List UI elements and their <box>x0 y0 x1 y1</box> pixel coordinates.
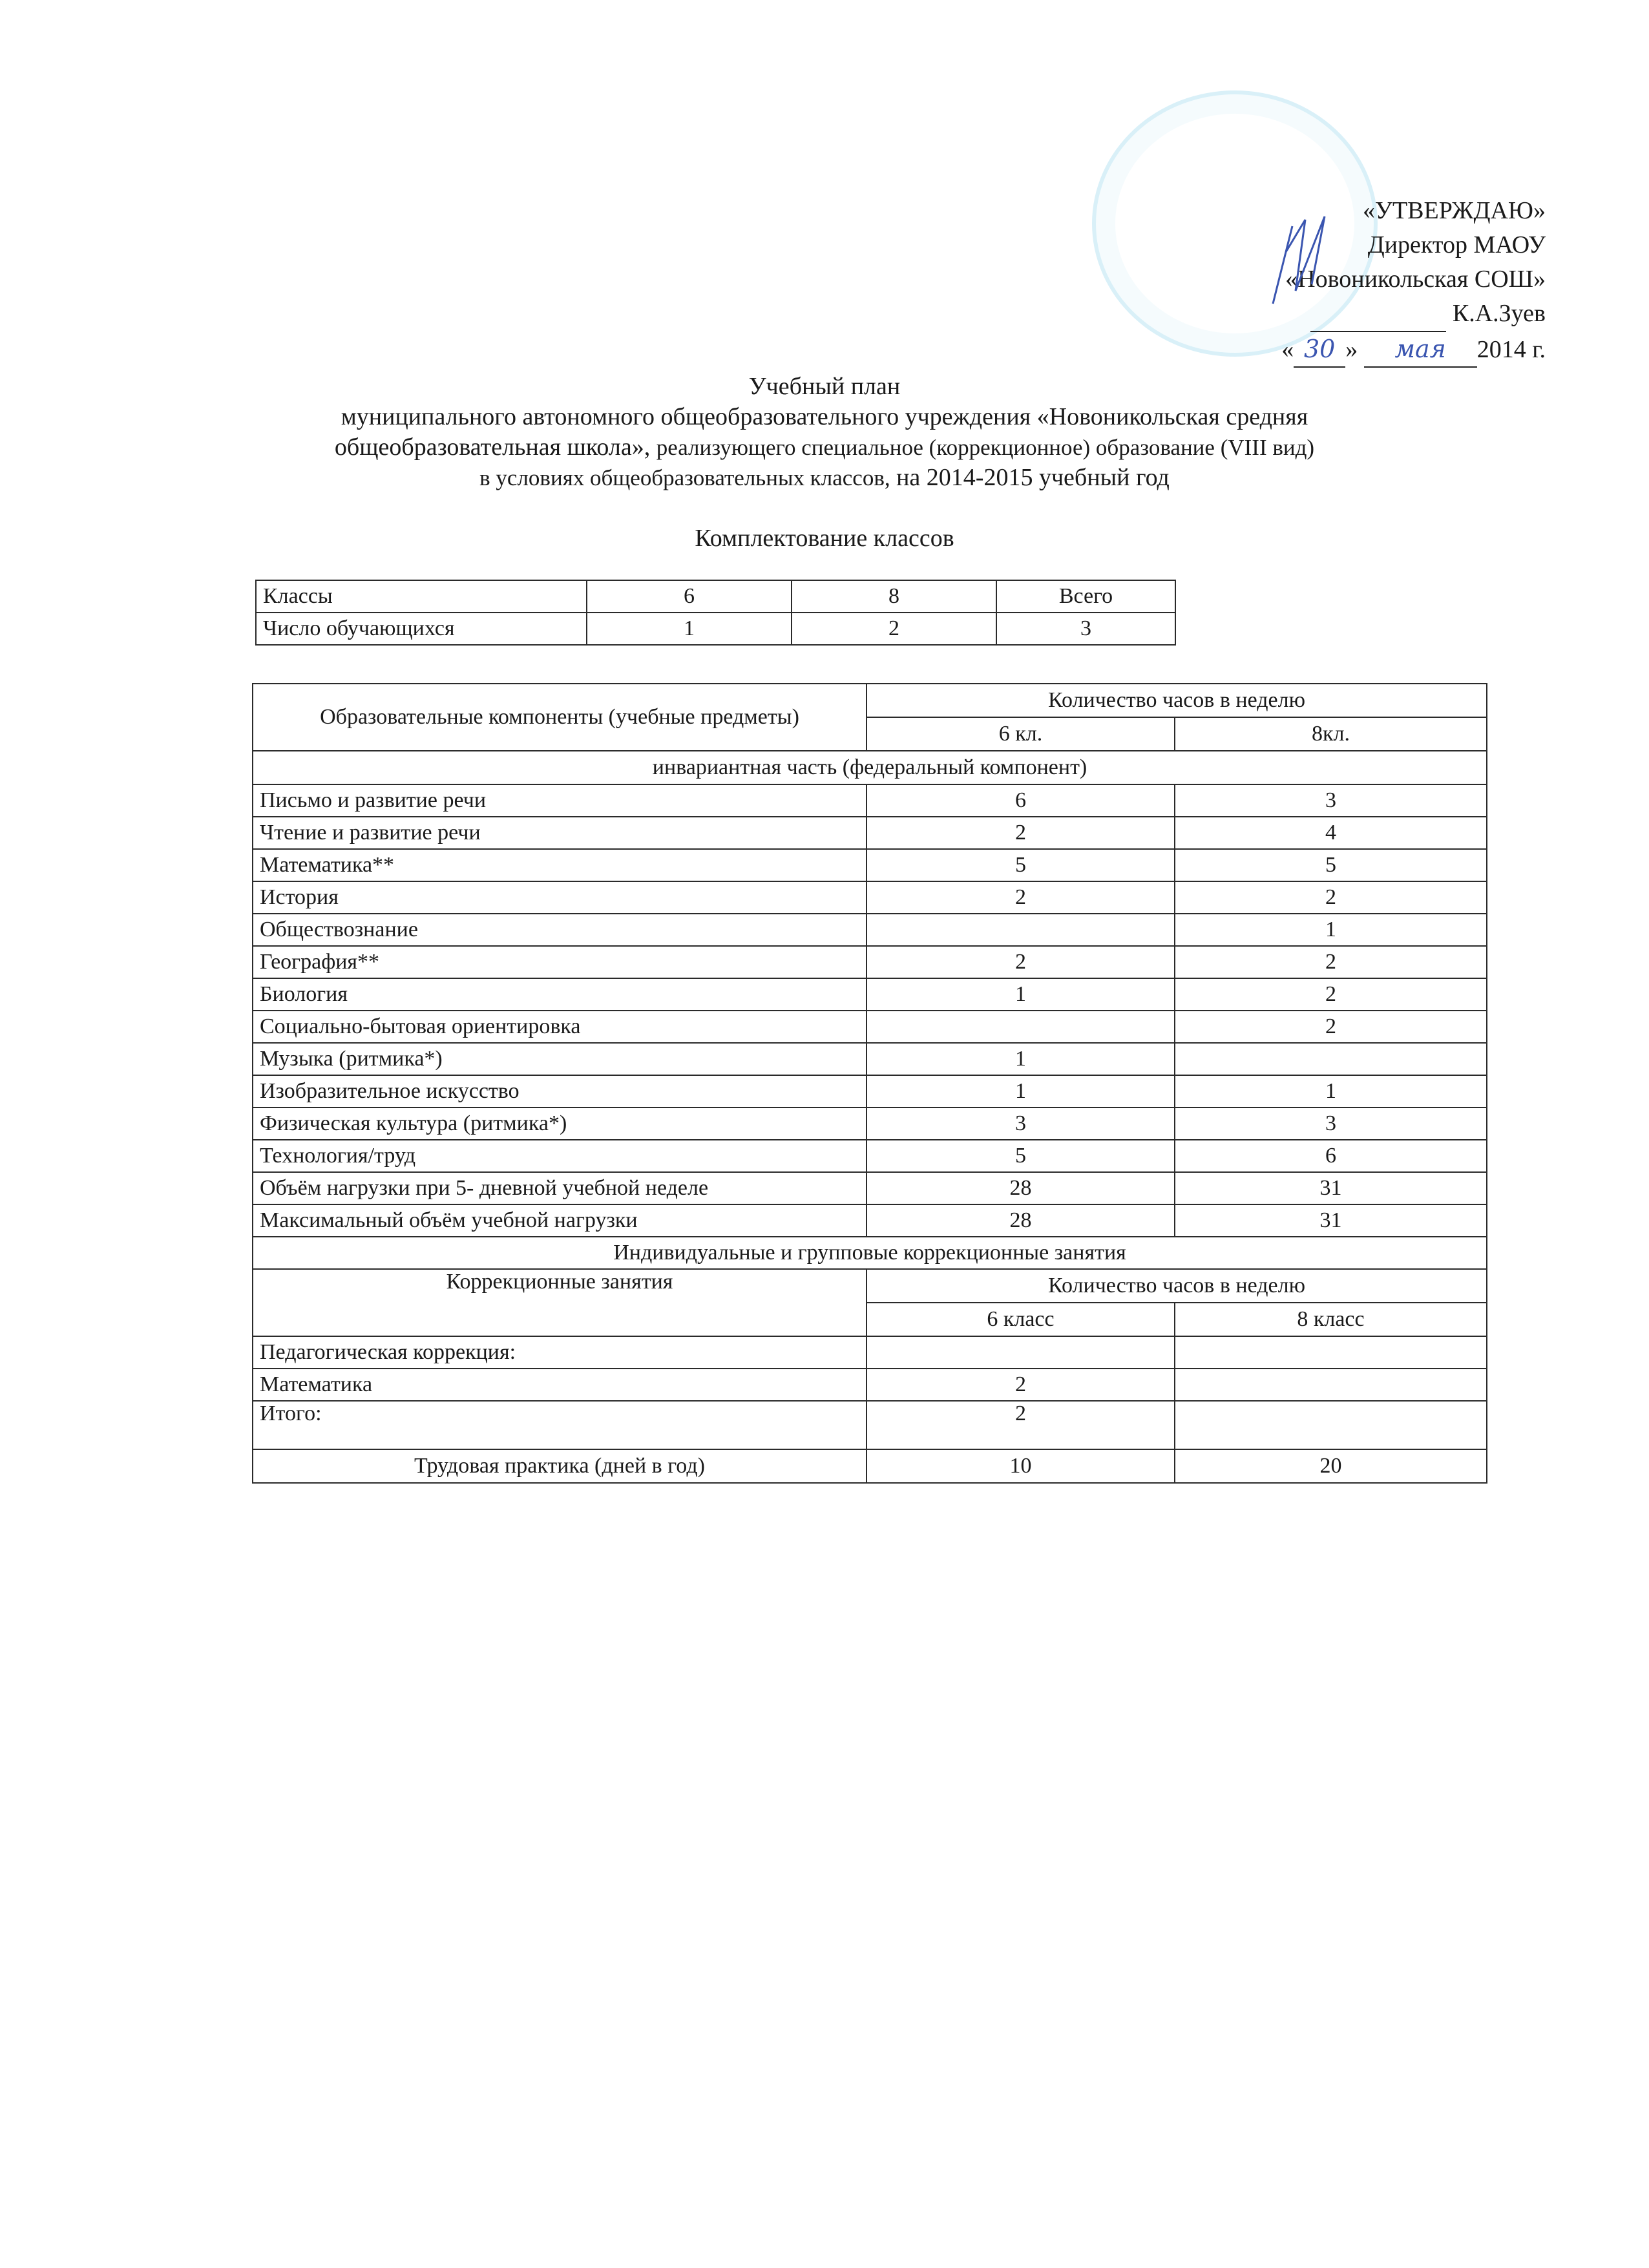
approval-block: «УТВЕРЖДАЮ» Директор МАОУ «Новоникольская СОШ» К.А.Зуев « 30 » мая 2014 г. <box>1281 194 1546 368</box>
approval-day: 30 <box>1294 332 1345 368</box>
doc-title: Учебный план <box>748 373 901 400</box>
approval-month: мая <box>1364 332 1477 368</box>
table-row: География** 2 2 <box>253 946 1487 978</box>
table-row: Максимальный объём учебной нагрузки 28 31 <box>253 1204 1487 1237</box>
classes-table: Классы 6 8 Всего Число обучающихся 1 2 3 <box>255 580 1176 646</box>
table-row: Письмо и развитие речи 6 3 <box>253 784 1487 817</box>
approval-position: Директор МАОУ <box>1367 231 1546 258</box>
table-row: Социально-бытовая ориентировка 2 <box>253 1011 1487 1043</box>
doc-line3: в условиях общеобразовательных классов, на 2014-2015 учебный год <box>479 464 1170 491</box>
plan-table: Образовательные компоненты (учебные предметы) Количество часов в неделю 6 кл. 8кл. инвариантная часть (федеральный компонент) Письмо и развитие речи 6 3 Чтение и развитие речи 2 4 Математика** 5 5 История 2 2 Обществознание 1 География** 2 2 Биология 1 2 Социально-бытовая ориентировка 2 Музыка (ритмика*) 1 Изобразительное искусство 1 1 Физическая культура (ритмика*) 3 3 Технология/труд 5 6 Объём нагрузки при 5- дневной учебной неделе 28 31 Максимальный объём учебной нагрузки 28 31 Индивидуальные и групповые коррекционные занятия Коррекционные занятия Количество часов в неделю 6 класс 8 класс Педагогическая коррекция: Математика 2 Итого: 2 Трудовая практика (дней в год) 10 20 <box>252 683 1487 1484</box>
table-row: Математика** 5 5 <box>253 849 1487 881</box>
table-row: Музыка (ритмика*) 1 <box>253 1043 1487 1075</box>
table-row: Педагогическая коррекция: <box>253 1336 1487 1369</box>
table-row: Чтение и развитие речи 2 4 <box>253 817 1487 849</box>
table-row: Изобразительное искусство 1 1 <box>253 1075 1487 1108</box>
doc-line1: муниципального автономного общеобразовательного учреждения «Новоникольская средняя <box>341 403 1308 430</box>
table-row: Трудовая практика (дней в год) 10 20 <box>253 1449 1487 1483</box>
doc-line2: общеобразовательная школа», реализующего специальное (коррекционное) образование (VIII вид) <box>334 434 1315 461</box>
table-row: История 2 2 <box>253 881 1487 914</box>
section-correction: Индивидуальные и групповые коррекционные занятия <box>253 1237 1487 1269</box>
table-row: Обществознание 1 <box>253 914 1487 946</box>
approval-year: 2014 г. <box>1476 336 1546 363</box>
approval-school: «Новоникольская СОШ» <box>1285 266 1546 293</box>
signature-icon <box>1266 213 1350 310</box>
table-row: Биология 1 2 <box>253 978 1487 1011</box>
table-row: Математика 2 <box>253 1369 1487 1401</box>
table-row: Объём нагрузки при 5- дневной учебной неделе 28 31 <box>253 1172 1487 1204</box>
approval-heading: «УТВЕРЖДАЮ» <box>1363 197 1546 224</box>
doc-subtitle: Комплектование классов <box>695 525 954 552</box>
section-invariant: инвариантная часть (федеральный компонент) <box>253 751 1487 784</box>
table-row: Итого: 2 <box>253 1401 1487 1449</box>
table-row: Технология/труд 5 6 <box>253 1140 1487 1172</box>
approval-signatory: К.А.Зуев <box>1452 300 1546 327</box>
table-row: Физическая культура (ритмика*) 3 3 <box>253 1108 1487 1140</box>
